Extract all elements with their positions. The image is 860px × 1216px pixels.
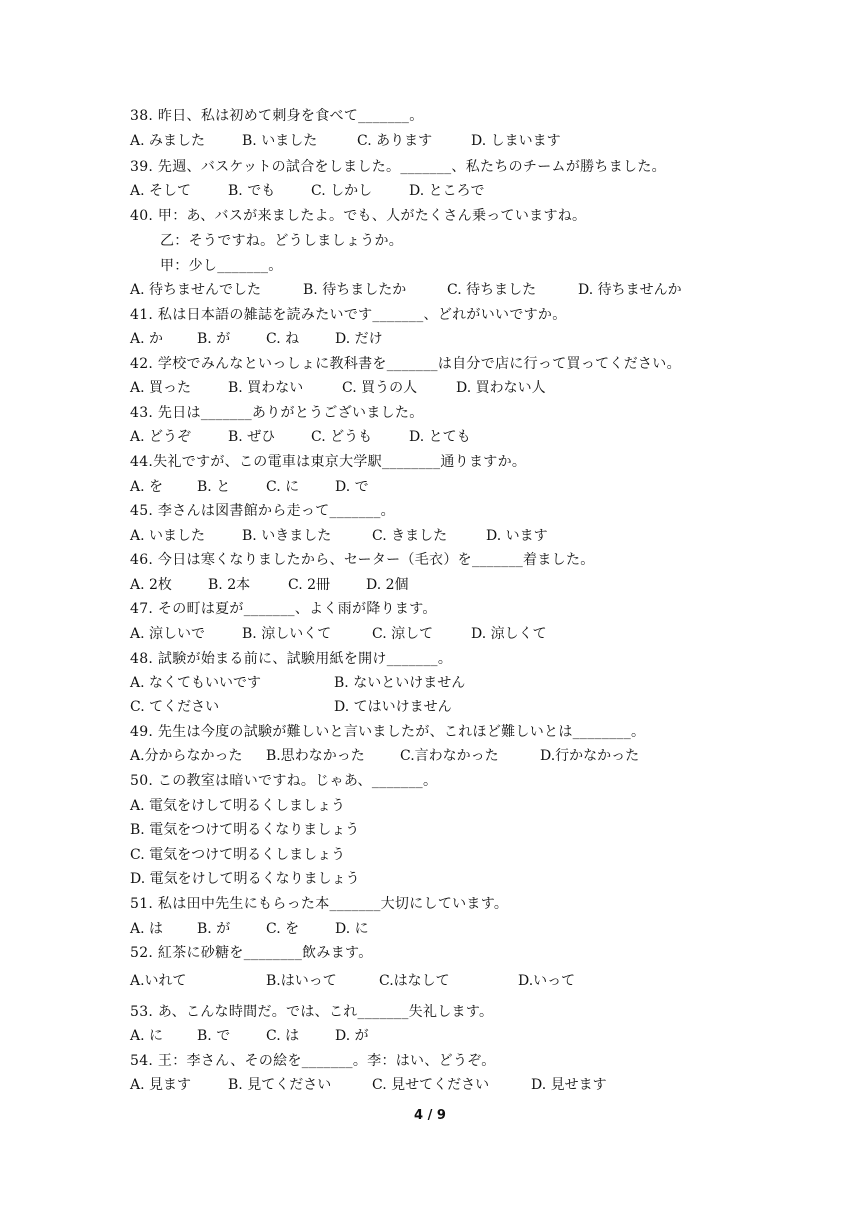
question-38-option-c: C. あります bbox=[357, 133, 433, 149]
question-50-option-c: C. 電気をつけて明るくしましょう bbox=[130, 847, 346, 863]
question-50-option-b: B. 電気をつけて明るくなりましょう bbox=[130, 822, 360, 838]
question-46-option-a: A. 2枚 bbox=[130, 577, 172, 593]
question-51-option-d: D. に bbox=[335, 921, 369, 937]
question-39-option-d: D. ところで bbox=[409, 183, 485, 199]
question-52-option-d: D.いって bbox=[518, 973, 576, 989]
question-42-option-d: D. 買わない人 bbox=[456, 380, 546, 396]
question-48-stem: 48. 試験が始まる前に、試験用紙を開け_______。 bbox=[130, 651, 453, 667]
question-50-option-a: A. 電気をけして明るくしましょう bbox=[130, 798, 346, 814]
question-51-option-b: B. が bbox=[197, 921, 231, 937]
question-40-stem: 40. 甲：あ、バスが来ましたよ。でも、人がたくさん乗っていますね。 bbox=[130, 208, 587, 224]
question-53-stem: 53. あ、こんな時間だ。では、これ_______失礼します。 bbox=[130, 1004, 494, 1020]
question-41-option-a: A. か bbox=[130, 331, 164, 347]
question-45-option-c: C. きました bbox=[372, 528, 448, 544]
question-51-stem: 51. 私は田中先生にもらった本_______大切にしています。 bbox=[130, 896, 509, 912]
question-39-option-c: C. しかし bbox=[311, 183, 373, 199]
question-50-option-d: D. 電気をけして明るくなりましょう bbox=[130, 871, 360, 887]
question-41-option-b: B. が bbox=[197, 331, 231, 347]
question-47-option-b: B. 涼しいくて bbox=[242, 626, 332, 642]
question-38-stem: 38. 昨日、私は初めて刺身を食べて_______。 bbox=[130, 108, 424, 124]
question-44-option-c: C. に bbox=[266, 479, 300, 495]
question-40-option-c: C. 待ちました bbox=[447, 282, 537, 298]
question-43-option-a: A. どうぞ bbox=[130, 429, 192, 445]
question-43-option-d: D. とても bbox=[409, 429, 471, 445]
question-45-stem: 45. 李さんは図書館から走って_______。 bbox=[130, 503, 395, 519]
question-47-option-a: A. 涼しいで bbox=[130, 626, 206, 642]
question-39-stem: 39. 先週、バスケットの試合をしました。_______、私たちのチームが勝ちました。 bbox=[130, 159, 666, 175]
question-54-stem: 54. 王：李さん、その絵を_______。李：はい、どうぞ。 bbox=[130, 1053, 496, 1069]
question-47-option-c: C. 涼して bbox=[372, 626, 434, 642]
page-number: 4 / 9 bbox=[414, 1108, 446, 1123]
question-49-option-d: D.行かなかった bbox=[540, 748, 640, 764]
question-42-stem: 42. 学校でみんなといっしょに教科書を_______は自分で店に行って買ってください。 bbox=[130, 356, 681, 372]
question-41-option-c: C. ね bbox=[266, 331, 300, 347]
question-50-stem: 50. この教室は暗いですね。じゃあ、_______。 bbox=[130, 773, 438, 789]
question-47-stem: 47. その町は夏が_______、よく雨が降ります。 bbox=[130, 601, 437, 617]
question-44-option-d: D. で bbox=[335, 479, 369, 495]
question-48-option-c: C. てください bbox=[130, 699, 220, 715]
question-40-option-b: B. 待ちましたか bbox=[303, 282, 407, 298]
question-39-option-b: B. でも bbox=[228, 183, 276, 199]
question-48-option-b: B. ないといけません bbox=[334, 675, 466, 691]
question-40-option-d: D. 待ちませんか bbox=[578, 282, 682, 298]
question-51-option-c: C. を bbox=[266, 921, 300, 937]
question-54-option-b: B. 見てください bbox=[228, 1077, 332, 1093]
question-49-stem: 49. 先生は今度の試験が難しいと言いましたが、これほど難しいとは________。 bbox=[130, 724, 646, 740]
question-42-option-b: B. 買わない bbox=[228, 380, 304, 396]
question-54-option-d: D. 見せます bbox=[531, 1077, 607, 1093]
question-41-option-d: D. だけ bbox=[335, 331, 383, 347]
question-44-stem: 44.失礼ですが、この電車は東京大学駅________通りますか。 bbox=[130, 454, 527, 470]
question-52-option-a: A.いれて bbox=[130, 973, 187, 989]
question-47-option-d: D. 涼しくて bbox=[471, 626, 547, 642]
question-53-option-b: B. で bbox=[197, 1028, 231, 1044]
question-46-stem: 46. 今日は寒くなりましたから、セーター（毛衣）を_______着ました。 bbox=[130, 552, 595, 568]
question-38-option-a: A. みました bbox=[130, 133, 206, 149]
question-43-option-b: B. ぜひ bbox=[228, 429, 276, 445]
question-38-option-b: B. いました bbox=[242, 133, 318, 149]
question-42-option-a: A. 買った bbox=[130, 380, 192, 396]
question-48-option-d: D. てはいけません bbox=[334, 699, 452, 715]
question-49-option-c: C.言わなかった bbox=[400, 748, 499, 764]
question-44-option-b: B. と bbox=[197, 479, 231, 495]
question-49-option-a: A.分からなかった bbox=[130, 748, 243, 764]
question-53-option-c: C. は bbox=[266, 1028, 300, 1044]
question-42-option-c: C. 買うの人 bbox=[342, 380, 418, 396]
question-44-option-a: A. を bbox=[130, 479, 164, 495]
question-49-option-b: B.思わなかった bbox=[266, 748, 365, 764]
question-53-option-d: D. が bbox=[335, 1028, 369, 1044]
question-54-option-a: A. 見ます bbox=[130, 1077, 192, 1093]
question-48-option-a: A. なくてもいいです bbox=[130, 675, 262, 691]
question-52-option-b: B.はいって bbox=[266, 973, 337, 989]
question-41-stem: 41. 私は日本語の雑誌を読みたいです_______、どれがいいですか。 bbox=[130, 307, 567, 323]
question-45-option-d: D. います bbox=[486, 528, 548, 544]
question-45-option-b: B. いきました bbox=[242, 528, 332, 544]
question-46-option-c: C. 2冊 bbox=[288, 577, 331, 593]
question-46-option-b: B. 2本 bbox=[208, 577, 251, 593]
question-40-dialog-line-2: 甲：少し_______。 bbox=[160, 258, 283, 274]
question-38-option-d: D. しまいます bbox=[471, 133, 561, 149]
question-40-dialog-line-1: 乙：そうですね。どうしましょうか。 bbox=[160, 233, 404, 249]
question-43-stem: 43. 先日は_______ありがとうございました。 bbox=[130, 405, 424, 421]
question-52-option-c: C.はなして bbox=[379, 973, 450, 989]
question-51-option-a: A. は bbox=[130, 921, 164, 937]
question-45-option-a: A. いました bbox=[130, 528, 206, 544]
question-46-option-d: D. 2個 bbox=[366, 577, 409, 593]
question-53-option-a: A. に bbox=[130, 1028, 164, 1044]
question-43-option-c: C. どうも bbox=[311, 429, 373, 445]
question-40-option-a: A. 待ちませんでした bbox=[130, 282, 262, 298]
question-39-option-a: A. そして bbox=[130, 183, 192, 199]
question-52-stem: 52. 紅茶に砂糖を________飲みます。 bbox=[130, 945, 373, 961]
question-54-option-c: C. 見せてください bbox=[372, 1077, 490, 1093]
